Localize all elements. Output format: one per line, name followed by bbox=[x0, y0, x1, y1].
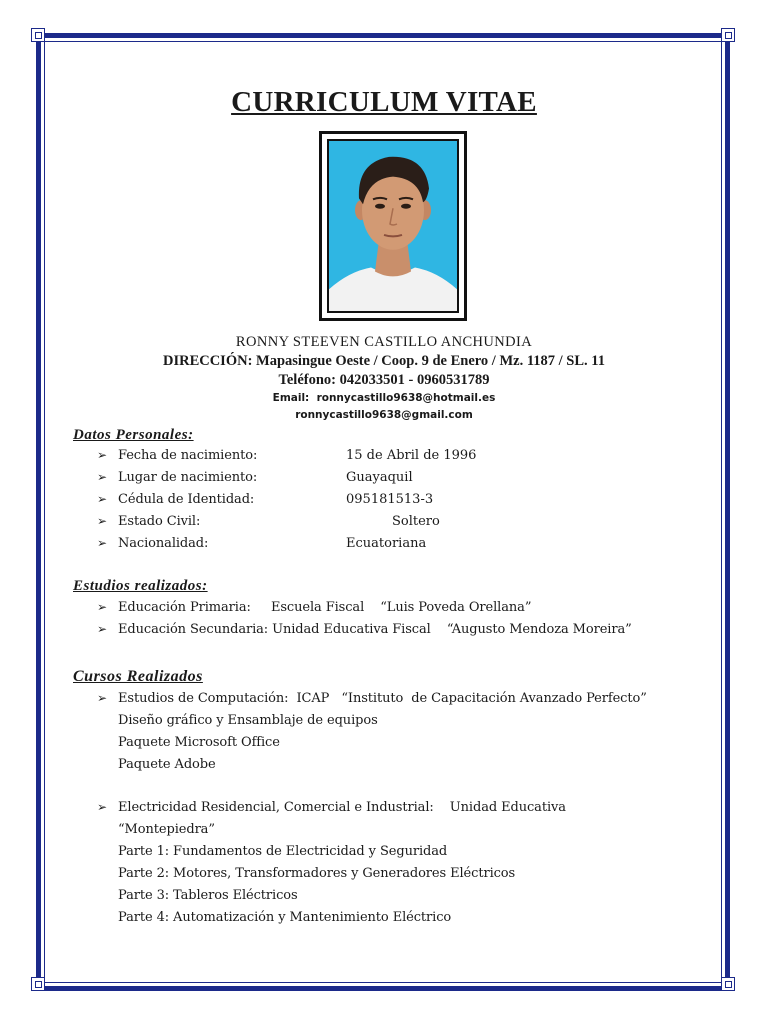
photo-frame bbox=[319, 131, 467, 321]
arrowhead-bullet-icon: ➢ bbox=[97, 600, 107, 614]
corner-ornament bbox=[31, 977, 45, 991]
personal-item-label: Lugar de nacimiento: bbox=[118, 470, 258, 485]
course-item bbox=[97, 691, 647, 706]
course-detail: Parte 1: Fundamentos de Electricidad y Seguridad bbox=[118, 844, 448, 859]
personal-item-label: Cédula de Identidad: bbox=[118, 492, 255, 507]
personal-item-label: Fecha de nacimiento: bbox=[118, 448, 258, 463]
personal-item-value: 095181513-3 bbox=[346, 492, 434, 507]
corner-ornament bbox=[31, 28, 45, 42]
personal-item-value: Ecuatoriana bbox=[346, 536, 427, 551]
course-title: Estudios de Computación: ICAP “Instituto de Capacitación Avanzado Perfecto” bbox=[118, 691, 647, 706]
portrait-illustration bbox=[329, 141, 457, 311]
arrowhead-bullet-icon: ➢ bbox=[97, 622, 107, 636]
personal-item-label: Nacionalidad: bbox=[118, 536, 209, 551]
address-line: DIRECCIÓN: Mapasingue Oeste / Coop. 9 de Enero / Mz. 1187 / SL. 11 bbox=[162, 353, 605, 369]
profile-photo bbox=[327, 139, 459, 313]
arrowhead-bullet-icon: ➢ bbox=[97, 492, 107, 506]
course-detail: Paquete Microsoft Office bbox=[118, 735, 280, 750]
candidate-name: RONNY STEEVEN CASTILLO ANCHUNDIA bbox=[235, 334, 533, 350]
personal-item bbox=[97, 536, 208, 551]
phone-line: Teléfono: 042033501 - 0960531789 bbox=[278, 372, 490, 388]
email-secondary: ronnycastillo9638@gmail.com bbox=[295, 409, 473, 421]
personal-item-label: Estado Civil: bbox=[118, 514, 201, 529]
personal-item-value: 15 de Abril de 1996 bbox=[346, 448, 477, 463]
arrowhead-bullet-icon: ➢ bbox=[97, 536, 107, 550]
arrowhead-bullet-icon: ➢ bbox=[97, 448, 107, 462]
course-detail: Paquete Adobe bbox=[118, 757, 216, 772]
personal-item bbox=[97, 514, 200, 529]
course-detail: Parte 2: Motores, Transformadores y Generadores Eléctricos bbox=[118, 866, 516, 881]
study-item-text: Educación Primaria: Escuela Fiscal “Luis Poveda Orellana” bbox=[118, 600, 532, 615]
document-title: CURRICULUM VITAE bbox=[231, 86, 537, 118]
personal-item-value: Guayaquil bbox=[346, 470, 413, 485]
corner-ornament bbox=[721, 28, 735, 42]
personal-item bbox=[97, 448, 257, 463]
study-item bbox=[97, 600, 531, 615]
course-detail: Parte 3: Tableros Eléctricos bbox=[118, 888, 298, 903]
study-item-text: Educación Secundaria: Unidad Educativa Fiscal “Augusto Mendoza Moreira” bbox=[118, 622, 632, 637]
arrowhead-bullet-icon: ➢ bbox=[97, 691, 107, 705]
arrowhead-bullet-icon: ➢ bbox=[97, 470, 107, 484]
section-heading-personal: Datos Personales: bbox=[73, 427, 194, 443]
course-title: Electricidad Residencial, Comercial e Industrial: Unidad Educativa bbox=[118, 800, 566, 815]
course-detail: Parte 4: Automatización y Mantenimiento Eléctrico bbox=[118, 910, 452, 925]
arrowhead-bullet-icon: ➢ bbox=[97, 800, 107, 814]
corner-ornament bbox=[721, 977, 735, 991]
personal-item-value: Soltero bbox=[392, 514, 440, 529]
study-item bbox=[97, 622, 632, 637]
personal-item bbox=[97, 492, 254, 507]
personal-item bbox=[97, 470, 257, 485]
arrowhead-bullet-icon: ➢ bbox=[97, 514, 107, 528]
course-detail: “Montepiedra” bbox=[118, 822, 215, 837]
email-label: Email bbox=[272, 392, 306, 404]
email-primary: ronnycastillo9638@hotmail.es bbox=[316, 392, 496, 404]
section-heading-studies: Estudios realizados: bbox=[73, 578, 208, 594]
course-item bbox=[97, 800, 566, 815]
course-detail: Diseño gráfico y Ensamblaje de equipos bbox=[118, 713, 378, 728]
email-line-primary: Email: ronnycastillo9638@hotmail.es bbox=[272, 392, 496, 404]
section-heading-courses: Cursos Realizados bbox=[73, 668, 203, 685]
